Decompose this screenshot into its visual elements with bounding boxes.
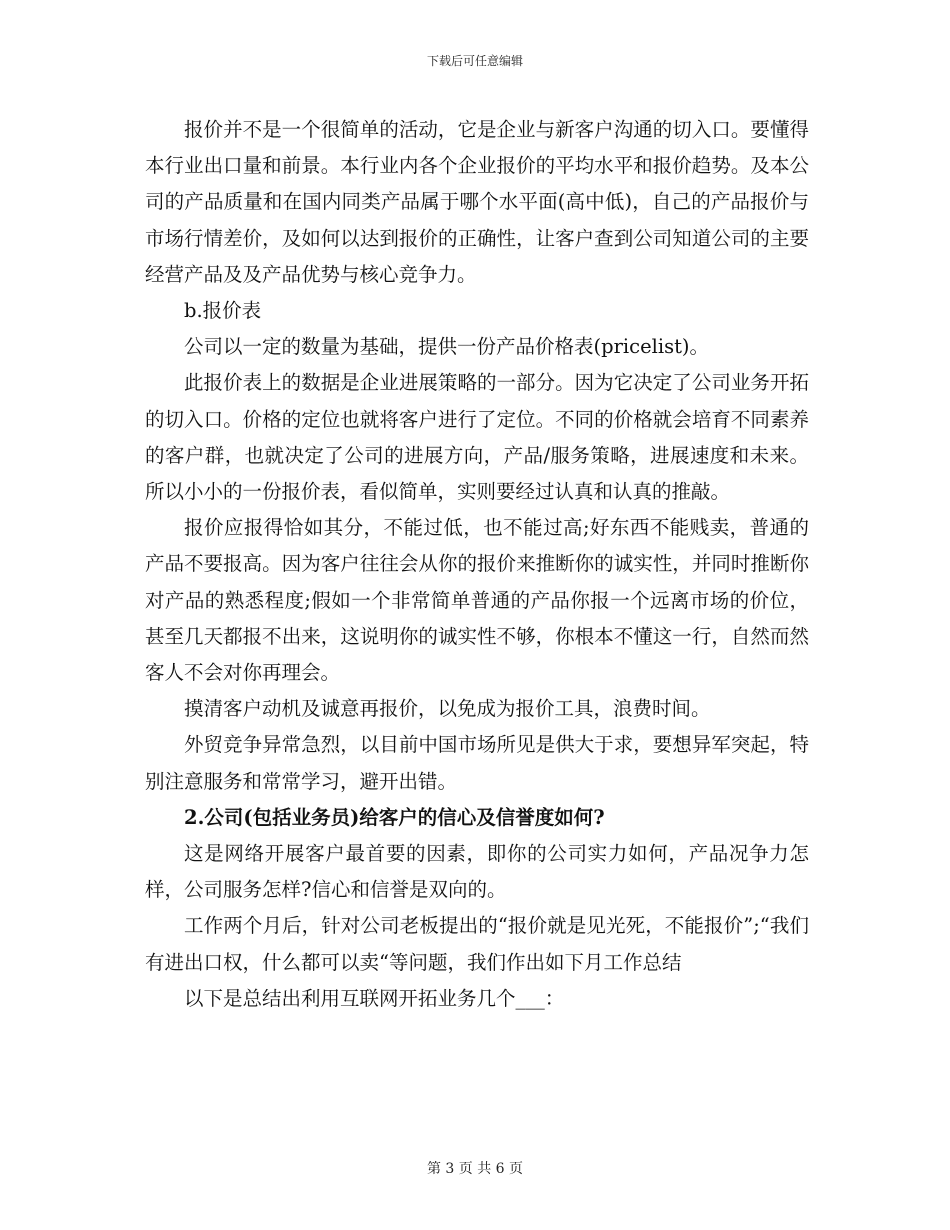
paragraph-summary-list-intro: 以下是总结出利用互联网开拓业务几个___：: [184, 986, 565, 1010]
section-heading: 2.公司(包括业务员)给客户的信心及信誉度如何?: [184, 805, 605, 829]
paragraph-quote-appropriate: 报价应报得恰如其分，不能过低，也不能过高;好东西不能贱卖，普通的产品不要报高。因为客户往往会从你的报价来推断你的诚实性，并同时推断你对产品的熟悉程度;假如一个非常简单普通的产品你报一个远离市场的价位，甚至几天都报不出来，这说明你的诚实性不够，你根本不懂这一行，自然而然客人不会对你再理会。: [145, 516, 809, 685]
paragraph-price-list-strategy: 此报价表上的数据是企业进展策略的一部分。因为它决定了公司业务开拓的切入口。价格的定位也就将客户进行了定位。不同的价格就会培育不同素养的客户群，也就决定了公司的进展方向，产品/服务策略，进展速度和未来。所以小小的一份报价表，看似简单，实则要经过认真和认真的推敲。: [145, 371, 809, 504]
paragraph-price-list-basis: 公司以一定的数量为基础，提供一份产品价格表(pricelist)。: [184, 335, 710, 359]
page-header: 下载后可任意编辑: [426, 54, 523, 68]
paragraph-network-factor: 这是网络开展客户最首要的因素，即你的公司实力如何，产品况争力怎样，公司服务怎样?信心和信誉是双向的。: [145, 842, 809, 902]
subheading-price-list: b.报价表: [184, 299, 262, 323]
paragraph-quote-intro: 报价并不是一个很简单的活动，它是企业与新客户沟通的切入口。要懂得本行业出口量和前景。本行业内各个企业报价的平均水平和报价趋势。及本公司的产品质量和在国内同类产品属于哪个水平面(高中低)，自己的产品报价与市场行情差价，及如何以达到报价的正确性，让客户查到公司知道公司的主要经营产品及及产品优势与核心竞争力。: [145, 118, 809, 286]
page-footer: 第 3 页 共 6 页: [426, 1161, 524, 1177]
paragraph-client-motive: 摸清客户动机及诚意再报价，以免成为报价工具，浪费时间。: [184, 697, 711, 721]
paragraph-competition: 外贸竞争异常急烈，以目前中国市场所见是供大于求，要想异军突起，特别注意服务和常常学习，避开出错。: [145, 733, 809, 793]
paragraph-work-summary: 工作两个月后，针对公司老板提出的“报价就是见光死，不能报价”;“我们有进出口权，什么都可以卖“等问题，我们作出如下月工作总结: [145, 914, 809, 974]
document-body: [145, 112, 809, 1017]
